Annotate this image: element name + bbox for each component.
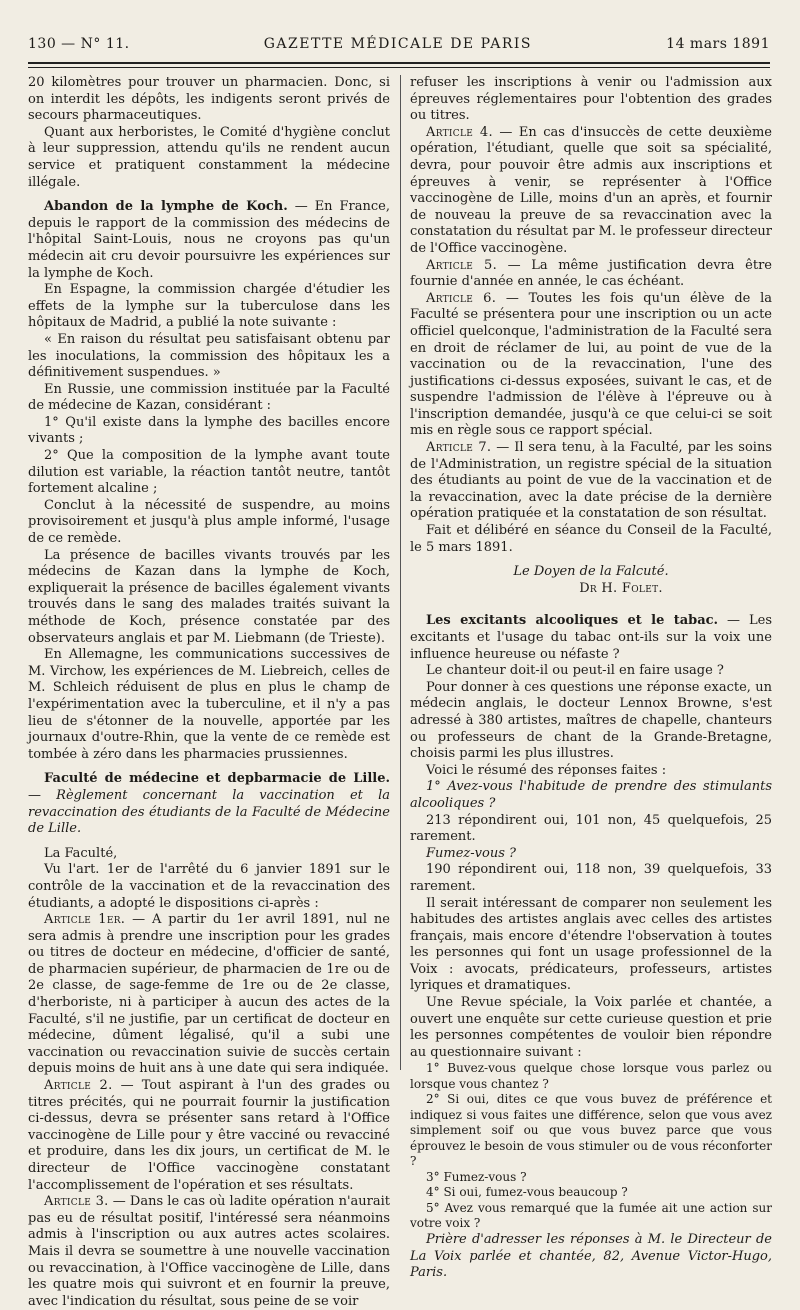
paragraph: 20 kilomètres pour trouver un pharmacien. Donc, si on interdit les dépôts, les indigents seront privés de secours pharmaceutiques. [28, 75, 390, 124]
paragraph: En Russie, une commission instituée par la Faculté de médecine de Kazan, considérant : [28, 381, 390, 414]
signature-title: Le Doyen de la Falcuté. [513, 564, 669, 580]
closing-note: Prière d'adresser les réponses à M. le Directeur de La Voix parlée et chantée, 82, Avenue Victor-Hugo, Paris. [410, 1231, 772, 1281]
paragraph: Quant aux herboristes, le Comité d'hygiène conclut à leur suppression, attendu qu'ils ne rendent aucun service et pratiquent constamment la médecine illégale. [28, 124, 390, 190]
paragraph: Pour donner à ces questions une réponse exacte, un médecin anglais, le docteur Lennox Browne, s'est adressé à 380 artistes, maîtres de chapelle, chanteurs ou professeurs de chant de la Grande-Bretagne, choisis parmi les plus illustres. [410, 679, 772, 762]
paragraph: Fait et délibéré en séance du Conseil de la Faculté, le 5 mars 1891. [410, 523, 772, 555]
paragraph: Le chanteur doit-il ou peut-il en faire usage ? [426, 663, 724, 679]
column-divider [400, 75, 401, 1070]
question: 1° Avez-vous l'habitude de prendre des stimulants alcooliques ? [410, 779, 772, 811]
article-title: Les excitants alcooliques et le tabac. [426, 613, 719, 629]
article-tabac: Les excitants alcooliques et le tabac. — Les excitants et l'usage du tabac ont-ils sur la voix une influence heureuse ou néfaste ? [410, 613, 772, 662]
article-4: Article 4. — En cas d'insuccès de cette deuxième opération, l'étudiant, quelle que soit sa spécialité, devra, pour pouvoir être admis aux inscriptions et épreuves à venir, se représenter à l'Office vaccinogène de Lille, moins d'un an après, et fournir de nouveau la preuve de sa revaccination avec la constatation du résultat par M. le professeur directeur de l'Office vaccinogène. [410, 124, 772, 256]
page-header [28, 36, 770, 60]
article-5: Article 5. — La même justification devra être fournie d'année en année, le cas échéant. [410, 257, 772, 290]
article-1: Article 1er. — A partir du 1er avril 1891, nul ne sera admis à prendre une inscription pour les grades ou titres de docteur en médecine, d'officier de santé, de pharmacien supérieur, de pharmacien de 1re ou de 2e classe, de sage-femme de 1re ou de 2e classe, d'herboriste, ni à participer à aucun des actes de la Faculté, s'il ne justifie, par un certificat de docteur en médecine, dûment légalisé, qu'il a subi une vaccination ou revaccination suivie de succès certain depuis moins de huit ans à une date qui sera indiquée. [28, 912, 390, 1077]
paragraph: 1° Qu'il existe dans la lymphe des bacilles encore vivants ; [28, 414, 390, 447]
questionnaire-item: 3° Fumez-vous ? [426, 1169, 527, 1184]
quote: « En raison du résultat peu satisfaisant obtenu par les inoculations, la commission des hôpitaux les a définitivement suspendues. » [28, 331, 390, 381]
paragraph: En Espagne, la commission chargée d'étudier les effets de la lymphe sur la tuberculose dans les hôpitaux de Madrid, a publié la note suivante : [28, 282, 390, 331]
answer: 190 répondirent oui, 118 non, 39 quelquefois, 33 rarement. [410, 862, 772, 894]
journal-title: GAZETTE MÉDICALE DE PARIS [263, 36, 532, 52]
questionnaire-item: 2° Si oui, dites ce que vous buvez de préférence et indiquez si vous faites une différence, selon que vous avez simplement soif ou que vous buvez parce que vous éprouvez le besoin de vous stimuler ou de vous réconforter ? [410, 1092, 772, 1169]
article-7: Article 7. — Il sera tenu, à la Faculté, par les soins de l'Administration, un registre spécial de la situation des étudiants au point de vue de la vaccination et de la revaccination, avec la date précise de la dernière opération pratiquée et la constatation de son résultat. [410, 440, 772, 522]
questionnaire-item: 1° Buvez-vous quelque chose lorsque vous parlez ou lorsque vous chantez ? [410, 1061, 772, 1091]
article-title: Abandon de la lymphe de Koch. [44, 199, 288, 215]
paragraph: En Allemagne, les communications successives de M. Virchow, les expériences de M. Liebreich, celles de M. Schleich réduisent de plus en plus le champ de l'expérimentation avec la tuberculine, et il n'y a pas lieu de s'étonner de la nouvelle, apportée par les journaux d'outre-Rhin, que la vente de ce remède est tombée à zéro dans les pharmacies prussiennes. [28, 647, 390, 762]
paragraph: Voici le résumé des réponses faites : [426, 762, 667, 778]
paragraph: 2° Que la composition de la lymphe avant toute dilution est variable, la réaction tantôt neutre, tantôt fortement alcaline ; [28, 448, 390, 497]
header-rule-thin [28, 67, 770, 68]
paragraph: Vu l'art. 1er de l'arrêté du 6 janvier 1891 sur le contrôle de la vaccination et de la revaccination des étudiants, a adopté le dispositions ci-après : [28, 862, 390, 911]
paragraph: Une Revue spéciale, la Voix parlée et chantée, a ouvert une enquête sur cette curieuse question et prie les personnes compétentes de vouloir bien répondre au questionnaire suivant : [410, 995, 772, 1060]
right-column [410, 75, 772, 1281]
paragraph: Conclut à la nécessité de suspendre, au moins provisoirement et jusqu'à plus ample informé, l'usage de ce remède. [28, 497, 390, 547]
article-lymph: Abandon de la lymphe de Koch. — En France, depuis le rapport de la commission des médecins de l'hôpital Saint-Louis, nous ne croyons pas qu'un médecin ait cru devoir poursuivre les expériences sur la lymphe de Koch. [28, 199, 390, 281]
paragraph: Il serait intéressant de comparer non seulement les habitudes des artistes anglais avec celles des artistes français, mais encore d'étendre l'observation à toutes les personnes qui font un usage professionnel de la Voix : avocats, prédicateurs, professeurs, artistes lyriques et dramatiques. [410, 895, 772, 994]
article-6: Article 6. — Toutes les fois qu'un élève de la Faculté se présentera pour une inscription ou un acte officiel quelconque, l'administration de la Faculté sera en droit de réclamer de lui, au point de vue de la vaccination ou de la revaccination, l'une des justifications ci-dessus exposées, suivant le cas, et de suspendre l'admission de l'élève à l'épreuve ou à l'inscription demandée, jusqu'à ce que celui-ci se soit mis en règle sous ce rapport spécial. [410, 290, 772, 439]
article-3: Article 3. — Dans le cas où ladite opération n'aurait pas eu de résultat positif, l'intéressé sera néanmoins admis à l'inscription ou aux autres actes scolaires. Mais il devra se soumettre à une nouvelle vaccination ou revaccination, à l'Office vaccinogène de Lille, dans les quatre mois qui suivront et en fournir la preuve, avec l'indication du résultat, sous peine de se voir [28, 1194, 390, 1309]
article-lille: Faculté de médecine et depbarmacie de Lille. — Règlement concernant la vaccination et la revaccination des étudiants de la Faculté de Médecine de Lille. [28, 771, 390, 837]
issue-date: 14 mars 1891 [666, 36, 770, 52]
questionnaire-item: 5° Avez vous remarqué que la fumée ait une action sur votre voix ? [410, 1200, 772, 1231]
header-rule-thick [28, 62, 770, 64]
paragraph: La Faculté, [44, 845, 118, 861]
article-title: Faculté de médecine et depbarmacie de Lille. [44, 771, 390, 787]
question: Fumez-vous ? [426, 845, 516, 861]
left-column [28, 75, 390, 1309]
paragraph: refuser les inscriptions à venir ou l'admission aux épreuves réglementaires pour l'obtention des grades ou titres. [410, 75, 772, 124]
article-2: Article 2. — Tout aspirant à l'un des grades ou titres précités, qui ne pourrait fournir la justification ci-dessus, devra se présenter sans retard à l'Office vaccinogène de Lille pour y être vacciné ou revacciné et produire, dans les dix jours, un certificat de M. le directeur de l'Office vaccinogène constatant l'accomplissement de l'opération et ses résultats. [28, 1078, 390, 1193]
page-number: 130 — N° 11. [28, 36, 130, 52]
answer: 213 répondirent oui, 101 non, 45 quelquefois, 25 rarement. [410, 812, 772, 845]
signature-name: Dr H. Folet. [579, 580, 663, 596]
paragraph: La présence de bacilles vivants trouvés par les médecins de Kazan dans la lymphe de Koch, expliquerait la présence de bacilles également vivants trouvés dans le sang des malades traités suivant la méthode de Koch, présence constatée par des observateurs anglais et par M. Liebmann (de Trieste). [28, 547, 390, 646]
questionnaire-item: 4° Si oui, fumez-vous beaucoup ? [426, 1185, 628, 1200]
